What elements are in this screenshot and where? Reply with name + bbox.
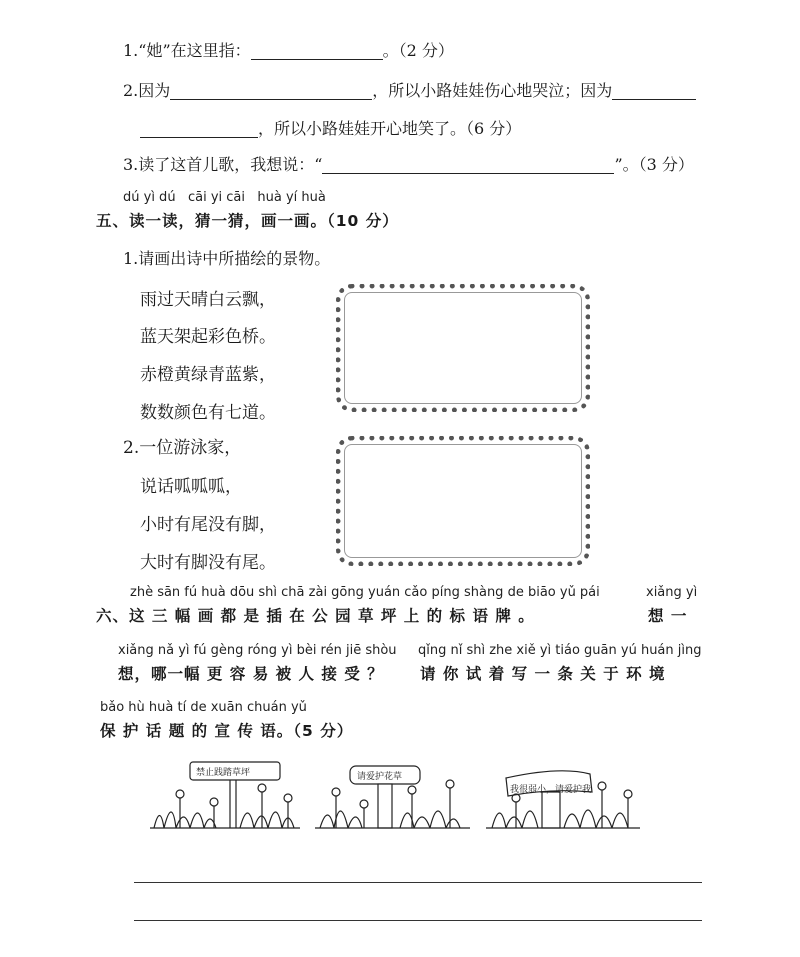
poem-1-line: 赤橙黄绿青蓝紫， — [140, 365, 276, 385]
answer-blank-2a[interactable] — [170, 81, 372, 100]
question-3-text: 3.读了这首儿歌，我想说：“ — [123, 155, 323, 174]
section-6-text-line-2b: 请 你 试 着 写 一 条 关 于 环 境 — [420, 665, 666, 683]
section-6-text-line-3: 保 护 话 题 的 宣 传 语。（5 分） — [100, 722, 354, 740]
question-2-text-a: 2.因为 — [123, 81, 171, 100]
answer-line-2[interactable] — [134, 920, 702, 921]
section-5-pinyin: dú yì dú cāi yi cāi huà yí huà — [123, 190, 326, 205]
poem-2-line: 说话呱呱呱， — [140, 477, 242, 497]
question-1-text: 1.“她”在这里指： — [123, 41, 251, 60]
question-2-line-2 — [140, 116, 521, 139]
question-2-line-1 — [123, 78, 696, 101]
question-1-score: 。（2 分） — [382, 41, 454, 60]
question-2-text-b: ，所以小路娃娃伤心地哭泣；因为 — [372, 81, 613, 100]
poem-2-line: 大时有脚没有尾。 — [140, 553, 276, 573]
section-6-pinyin-line-2b: qǐng nǐ shì zhe xiě yì tiáo guān yú huán jìng — [418, 643, 702, 658]
answer-blank-2b[interactable] — [612, 81, 696, 100]
poem-1-line: 雨过天晴白云飘， — [140, 290, 276, 310]
section-5-question-1: 1.请画出诗中所描绘的景物。 — [123, 249, 331, 268]
sign-3-label: 我很弱小，请爱护我 — [510, 785, 592, 795]
sign-2-label: 请爱护花草 — [357, 772, 403, 782]
answer-blank-1[interactable] — [251, 41, 383, 60]
section-6-pinyin-line-3: bǎo hù huà tí de xuān chuán yǔ — [100, 700, 307, 715]
question-3-score: ”。（3 分） — [614, 155, 694, 174]
poem-2-line: 2.一位游泳家， — [123, 438, 242, 458]
question-3 — [123, 152, 694, 175]
sign-1-label: 禁止践踏草坪 — [196, 768, 251, 778]
section-6-pinyin-line-1b: xiǎng yì — [646, 585, 698, 600]
section-6-pinyin-line-1: zhè sān fú huà dōu shì chā zài gōng yuán cǎo píng shàng de biāo yǔ pái — [130, 585, 600, 600]
question-1 — [123, 38, 454, 61]
drawing-box-1[interactable] — [336, 284, 590, 412]
poem-2-line: 小时有尾没有脚， — [140, 515, 276, 535]
question-2-text-c: ，所以小路娃娃开心地笑了。（6 分） — [258, 119, 522, 138]
section-6-text-line-2: 想，哪一幅 更 容 易 被 人 接 受 ？ — [118, 665, 384, 683]
drawing-box-2[interactable] — [336, 436, 590, 566]
section-6-text-line-1b: 想 一 — [648, 607, 688, 625]
poem-1-line: 数数颜色有七道。 — [140, 403, 276, 423]
sign-3-graphic — [486, 771, 640, 828]
section-6-pinyin-line-2: xiǎng nǎ yì fú gèng róng yì bèi rén jiē shòu — [118, 643, 397, 658]
poem-1-line: 蓝天架起彩色桥。 — [140, 327, 276, 347]
section-5-title: 五、读一读，猜一猜，画一画。（10 分） — [96, 212, 399, 230]
section-6-text-line-1: 六、这 三 幅 画 都 是 插 在 公 园 草 坪 上 的 标 语 牌 。 — [96, 607, 535, 625]
answer-blank-3[interactable] — [322, 155, 614, 174]
answer-line-1[interactable] — [134, 882, 702, 883]
answer-blank-2c[interactable] — [140, 119, 258, 138]
